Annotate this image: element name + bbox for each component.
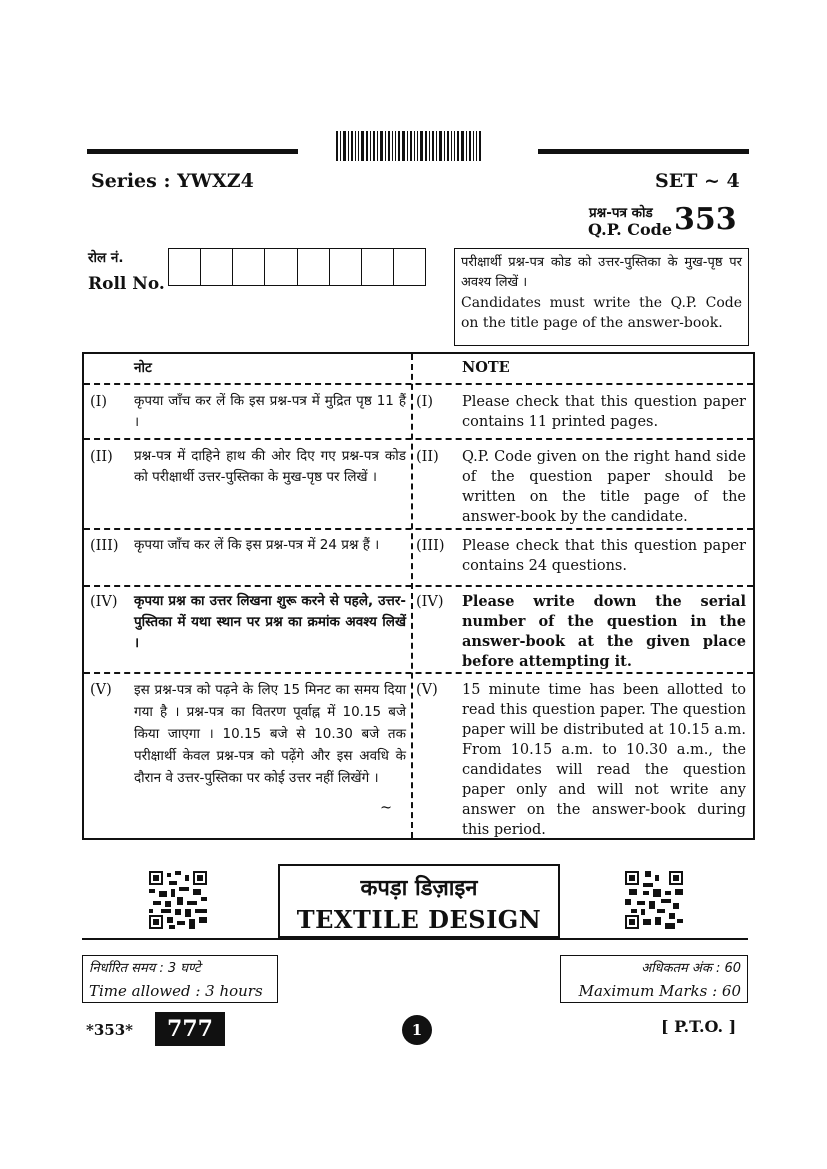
qp-code-number: 353 — [674, 202, 737, 237]
qp-code-label: Q.P. Code — [588, 220, 673, 239]
roll-digit-box[interactable] — [298, 249, 330, 285]
note-number: (I) — [90, 394, 108, 410]
roll-number-boxes[interactable] — [168, 248, 426, 286]
note-text-hindi: कृपया प्रश्न का उत्तर लिखना शुरू करने से पहले, उत्तर-पुस्तिका में यथा स्थान पर प्रश्न का क्रमांक अवश्य लिखें । — [134, 593, 406, 651]
section-rule — [82, 938, 748, 940]
top-rule-left — [87, 149, 298, 154]
maximum-marks: Maximum Marks : 60 — [578, 982, 741, 1000]
note-text: Please check that this question paper contains 24 questions. — [462, 538, 746, 574]
paper-code: *353* — [86, 1021, 133, 1039]
paper-box-code: 777 — [155, 1012, 225, 1046]
time-allowed-hindi: निर्धारित समय : 3 घण्टे — [89, 961, 201, 976]
roll-digit-box[interactable] — [362, 249, 394, 285]
roll-label-hindi: रोल नं. — [88, 250, 124, 266]
row-divider — [84, 383, 753, 385]
candidate-instruction-box — [454, 248, 749, 346]
candidate-instruction-hindi: परीक्षार्थी प्रश्न-पत्र कोड को उत्तर-पुस्तिका के मुख-पृष्ठ पर अवश्य लिखें । — [461, 255, 742, 290]
page-number: 1 — [402, 1015, 432, 1045]
roll-digit-box[interactable] — [233, 249, 265, 285]
note-text-hindi: इस प्रश्न-पत्र को पढ़ने के लिए 15 मिनट का समय दिया गया है । प्रश्न-पत्र का वितरण पूर्वाह्न में 10.15 बजे किया जाएगा । 10.15 बजे से 10.30 बजे तक परीक्षार्थी केवल प्रश्न-पत्र को पढ़ेंगे और इस अवधि के दौरान वे उत्तर-पुस्तिका पर कोई उत्तर नहीं लिखेंगे । — [134, 682, 406, 786]
roll-digit-box[interactable] — [169, 249, 201, 285]
note-number: (III) — [90, 538, 119, 554]
note-number: (IV) — [90, 594, 118, 610]
notes-heading: NOTE — [462, 359, 510, 376]
note-text: Q.P. Code given on the right hand side of the question paper should be written on the title page of the answer-book by the candidate. — [462, 449, 746, 525]
note-number: (IV) — [416, 594, 444, 610]
time-allowed-box — [82, 955, 278, 1003]
note-number: (I) — [416, 394, 434, 410]
row-divider — [84, 528, 753, 530]
note-number: (III) — [416, 538, 445, 554]
roll-label: Roll No. — [88, 274, 165, 294]
qr-code-right — [625, 871, 683, 929]
subject-title-hindi: कपड़ा डिज़ाइन — [360, 876, 478, 901]
note-text-hindi: कृपया जाँच कर लें कि इस प्रश्न-पत्र में मुद्रित पृष्ठ 11 हैं । — [134, 393, 406, 430]
maximum-marks-box — [560, 955, 748, 1003]
note-number: (V) — [416, 682, 438, 698]
note-text: Please write down the serial number of the question in the answer-book at the given place before attempting it. — [462, 593, 746, 670]
candidate-instruction-english: Candidates must write the Q.P. Code on the title page of the answer-book. — [461, 295, 742, 331]
notes-table — [82, 352, 755, 840]
subject-title-box — [278, 864, 560, 938]
notes-heading-hindi: नोट — [134, 360, 152, 376]
note-text-hindi: प्रश्न-पत्र में दाहिने हाथ की ओर दिए गए प्रश्न-पत्र कोड को परीक्षार्थी उत्तर-पुस्तिका के मुख-पृष्ठ पर लिखें । — [134, 448, 406, 485]
note-text: Please check that this question paper contains 11 printed pages. — [462, 394, 746, 430]
roll-digit-box[interactable] — [201, 249, 233, 285]
top-rule-right — [538, 149, 749, 154]
maximum-marks-hindi: अधिकतम अंक : 60 — [641, 961, 741, 976]
roll-digit-box[interactable] — [394, 249, 425, 285]
row-divider — [84, 672, 753, 674]
note-text: 15 minute time has been allotted to read this question paper. The question paper will be distributed at 10.15 a.m. From 10.15 a.m. to 10.30 a.m., the candidates will read the question paper only and will not write any answer on the answer-book during this period. — [462, 682, 746, 838]
note-number: (V) — [90, 682, 112, 698]
column-divider — [411, 354, 413, 838]
note-text-hindi: कृपया जाँच कर लें कि इस प्रश्न-पत्र में 24 प्रश्न हैं । — [134, 537, 380, 553]
qr-code-left — [149, 871, 207, 929]
row-divider — [84, 438, 753, 440]
barcode — [336, 131, 502, 161]
series-label: Series : YWXZ4 — [91, 170, 254, 192]
roll-digit-box[interactable] — [330, 249, 362, 285]
pto-label: [ P.T.O. ] — [661, 1017, 737, 1036]
row-divider — [84, 585, 753, 587]
note-tail-mark: ~ — [380, 800, 393, 816]
note-number: (II) — [90, 449, 113, 465]
roll-digit-box[interactable] — [265, 249, 297, 285]
subject-title: TEXTILE DESIGN — [296, 905, 542, 934]
set-label: SET ~ 4 — [655, 170, 740, 192]
note-number: (II) — [416, 449, 439, 465]
time-allowed: Time allowed : 3 hours — [89, 982, 263, 1000]
qp-code-label-hindi: प्रश्न-पत्र कोड — [589, 205, 653, 221]
